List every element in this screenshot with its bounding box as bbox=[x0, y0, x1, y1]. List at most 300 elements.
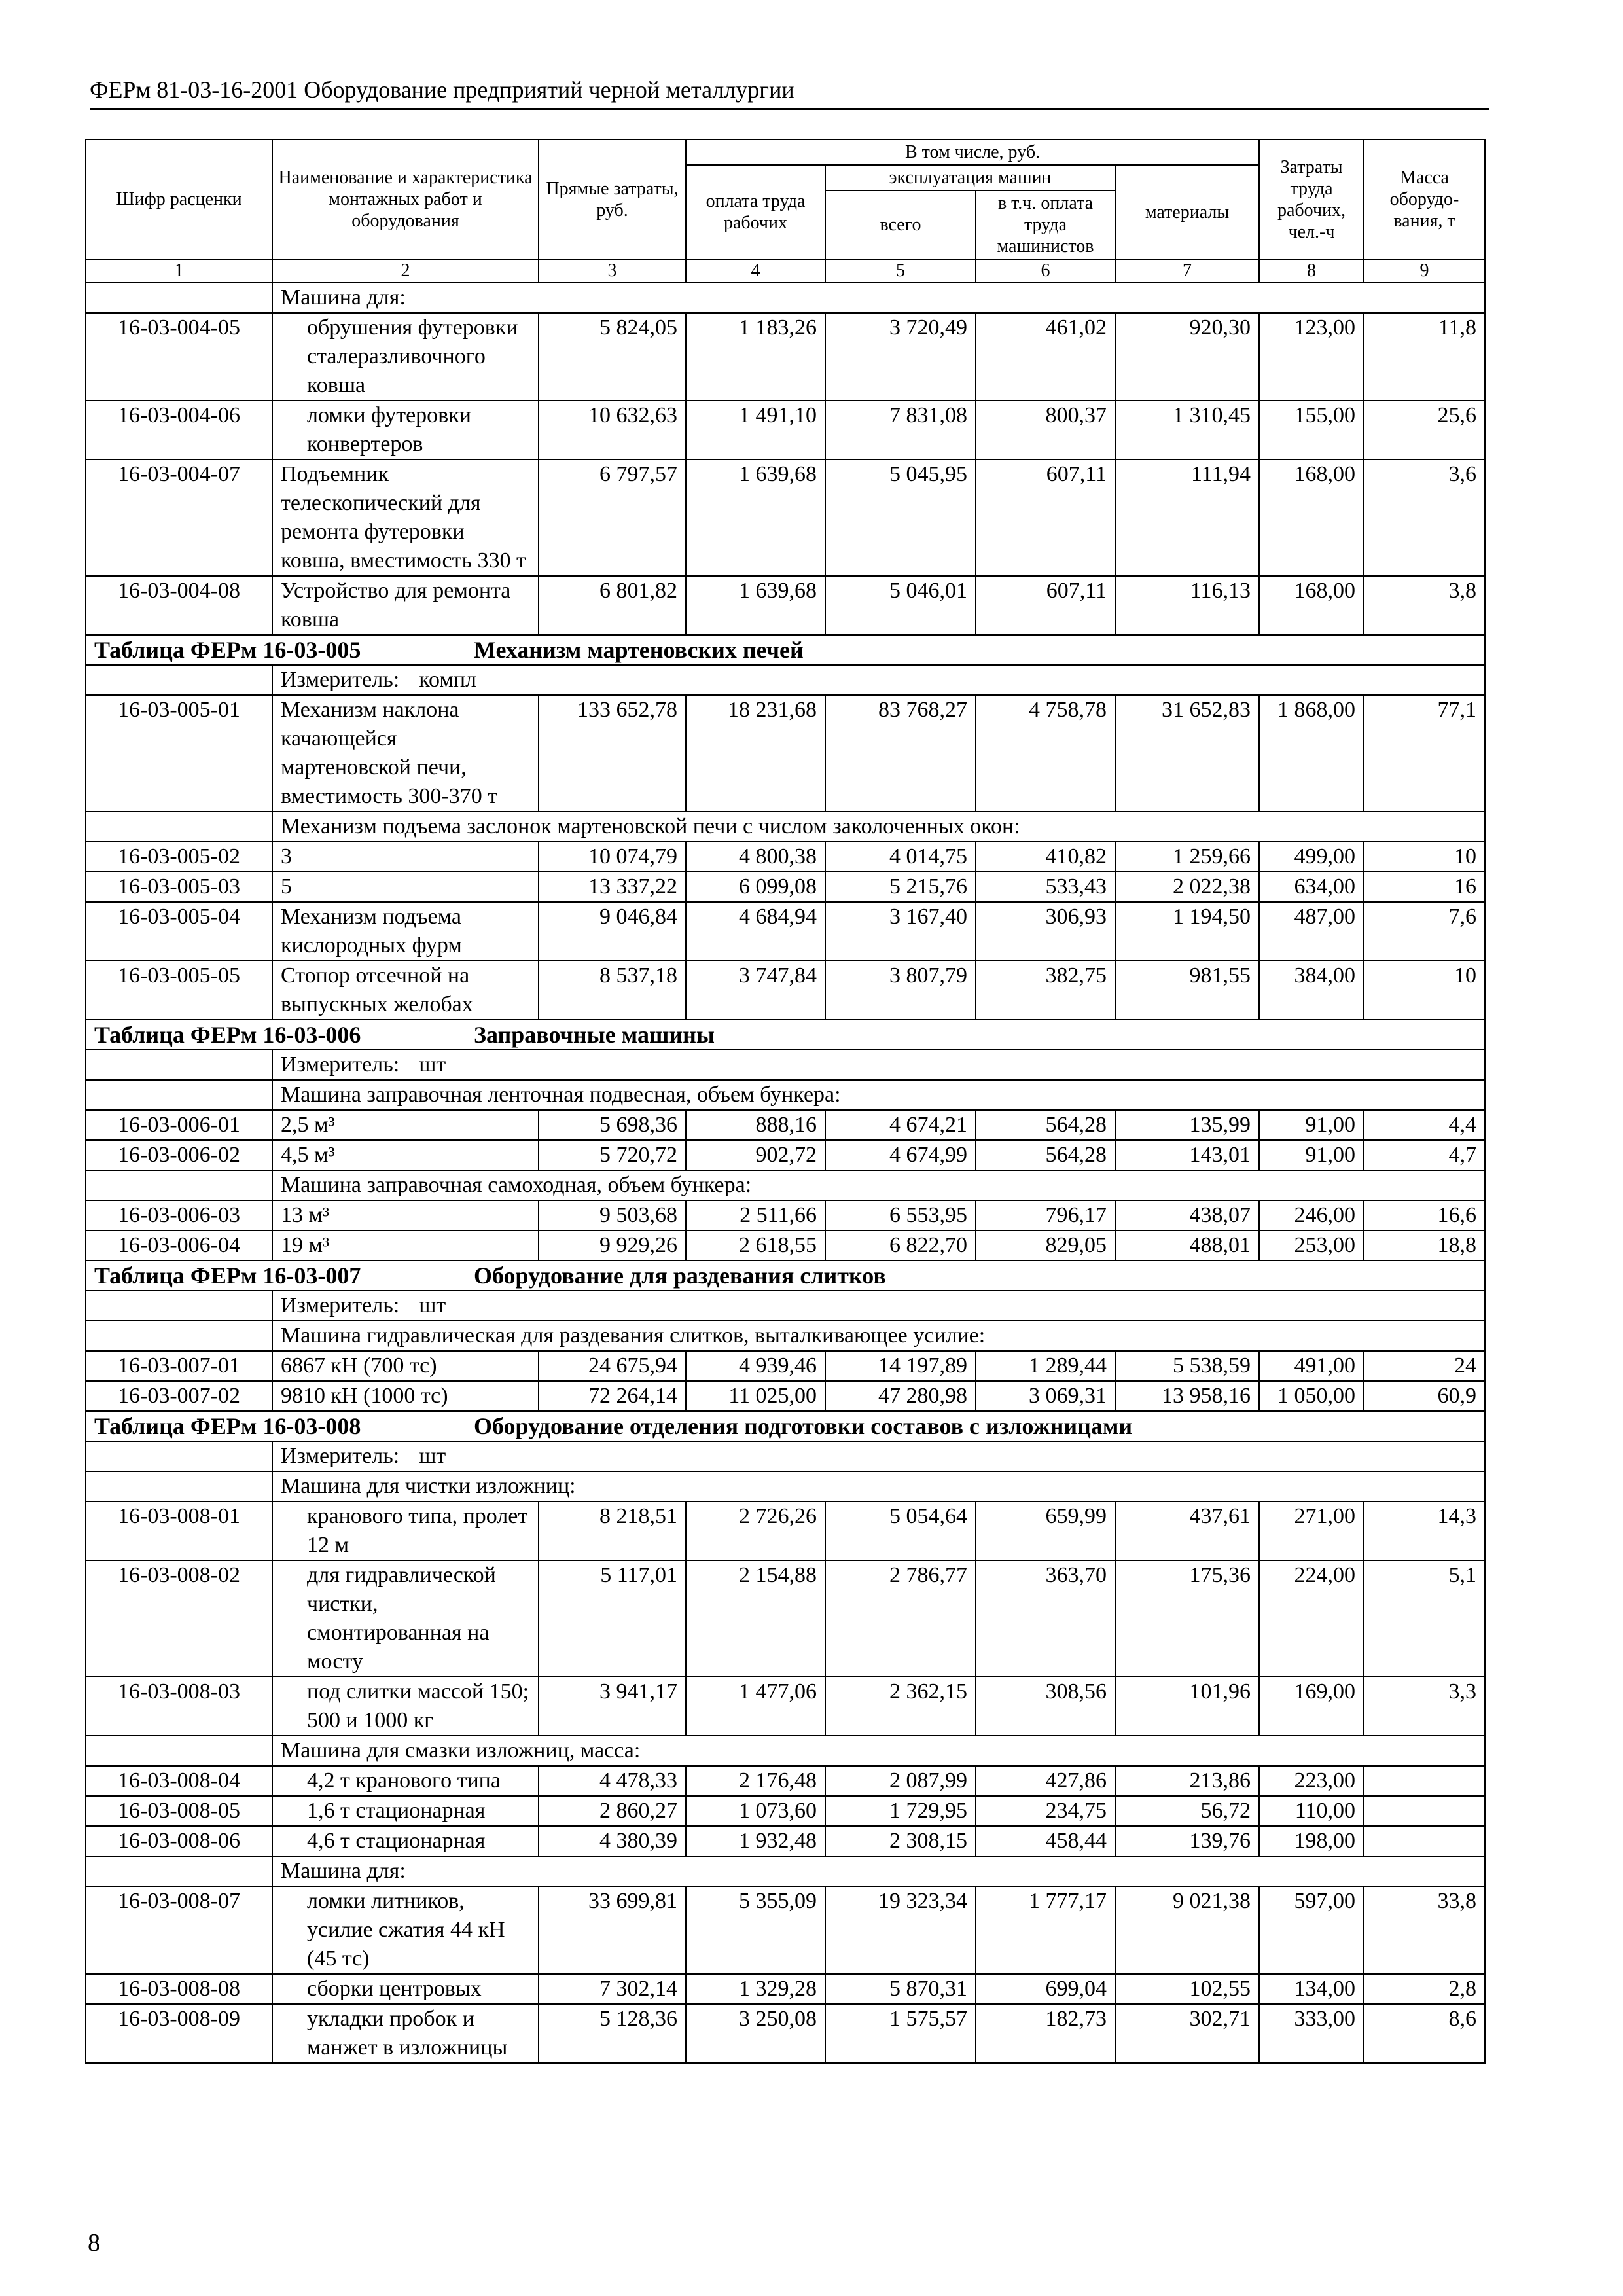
labor-pay: 1 639,68 bbox=[686, 576, 825, 635]
group-title: Машина для: bbox=[272, 1856, 1485, 1886]
equipment-mass: 4,7 bbox=[1364, 1140, 1485, 1170]
work-name: 9810 кН (1000 тс) bbox=[272, 1381, 539, 1411]
group-row bbox=[86, 812, 1485, 842]
machine-driver-pay: 382,75 bbox=[976, 961, 1115, 1020]
machine-total: 4 014,75 bbox=[825, 842, 976, 872]
machine-total: 1 575,57 bbox=[825, 2004, 976, 2063]
labor-hours: 1 050,00 bbox=[1259, 1381, 1364, 1411]
machine-total: 1 729,95 bbox=[825, 1796, 976, 1826]
direct-cost: 10 074,79 bbox=[539, 842, 686, 872]
empty-cell bbox=[86, 1321, 272, 1351]
labor-hours: 168,00 bbox=[1259, 459, 1364, 576]
machine-driver-pay: 564,28 bbox=[976, 1140, 1115, 1170]
section-code: Таблица ФЕРм 16-03-005 bbox=[94, 637, 361, 663]
labor-pay: 2 726,26 bbox=[686, 1501, 825, 1560]
materials-cost: 981,55 bbox=[1115, 961, 1259, 1020]
table-row bbox=[86, 1560, 1485, 1677]
equipment-mass: 14,3 bbox=[1364, 1501, 1485, 1560]
equipment-mass: 5,1 bbox=[1364, 1560, 1485, 1677]
unit-label: Измеритель: bbox=[281, 1293, 400, 1318]
labor-hours: 246,00 bbox=[1259, 1200, 1364, 1230]
rate-code: 16-03-004-08 bbox=[86, 576, 272, 635]
empty-cell bbox=[86, 665, 272, 695]
work-name: 4,2 т кранового типа bbox=[272, 1766, 539, 1796]
work-name: 5 bbox=[272, 872, 539, 902]
empty-cell bbox=[86, 1291, 272, 1321]
machine-total: 2 308,15 bbox=[825, 1826, 976, 1856]
rate-code: 16-03-008-01 bbox=[86, 1501, 272, 1560]
machine-driver-pay: 607,11 bbox=[976, 459, 1115, 576]
machine-total: 2 087,99 bbox=[825, 1766, 976, 1796]
unit-label: Измеритель: bbox=[281, 668, 400, 692]
unit-label: Измеритель: bbox=[281, 1444, 400, 1468]
labor-hours: 224,00 bbox=[1259, 1560, 1364, 1677]
direct-cost: 6 801,82 bbox=[539, 576, 686, 635]
table-row bbox=[86, 401, 1485, 459]
col-number: 8 bbox=[1259, 259, 1364, 283]
labor-hours: 597,00 bbox=[1259, 1886, 1364, 1974]
work-name: ломки футеровки конвертеров bbox=[272, 401, 539, 459]
direct-cost: 5 824,05 bbox=[539, 313, 686, 401]
work-name: укладки пробок и манжет в изложницы bbox=[272, 2004, 539, 2063]
machine-total: 83 768,27 bbox=[825, 695, 976, 812]
materials-cost: 1 194,50 bbox=[1115, 902, 1259, 961]
rate-code: 16-03-008-09 bbox=[86, 2004, 272, 2063]
materials-cost: 13 958,16 bbox=[1115, 1381, 1259, 1411]
equipment-mass: 60,9 bbox=[1364, 1381, 1485, 1411]
machine-total: 47 280,98 bbox=[825, 1381, 976, 1411]
labor-pay: 5 355,09 bbox=[686, 1886, 825, 1974]
group-title: Машина гидравлическая для раздевания слитков, выталкивающее усилие: bbox=[272, 1321, 1485, 1351]
equipment-mass: 16,6 bbox=[1364, 1200, 1485, 1230]
equipment-mass bbox=[1364, 1766, 1485, 1796]
labor-hours: 169,00 bbox=[1259, 1677, 1364, 1736]
materials-cost: 56,72 bbox=[1115, 1796, 1259, 1826]
labor-pay: 1 639,68 bbox=[686, 459, 825, 576]
machine-total: 5 045,95 bbox=[825, 459, 976, 576]
work-name: Механизм подъема кислородных фурм bbox=[272, 902, 539, 961]
labor-pay: 902,72 bbox=[686, 1140, 825, 1170]
materials-cost: 5 538,59 bbox=[1115, 1351, 1259, 1381]
machine-driver-pay: 3 069,31 bbox=[976, 1381, 1115, 1411]
machine-driver-pay: 1 289,44 bbox=[976, 1351, 1115, 1381]
machine-total: 5 870,31 bbox=[825, 1974, 976, 2004]
section-cell bbox=[86, 1020, 1485, 1050]
machine-driver-pay: 564,28 bbox=[976, 1110, 1115, 1140]
col-number: 3 bbox=[539, 259, 686, 283]
section-row bbox=[86, 1261, 1485, 1291]
machine-driver-pay: 410,82 bbox=[976, 842, 1115, 872]
labor-hours: 253,00 bbox=[1259, 1230, 1364, 1261]
section-code: Таблица ФЕРм 16-03-007 bbox=[94, 1263, 361, 1289]
labor-hours: 271,00 bbox=[1259, 1501, 1364, 1560]
table-row bbox=[86, 1110, 1485, 1140]
rate-code: 16-03-008-08 bbox=[86, 1974, 272, 2004]
rate-code: 16-03-006-02 bbox=[86, 1140, 272, 1170]
labor-pay: 18 231,68 bbox=[686, 695, 825, 812]
materials-cost: 111,94 bbox=[1115, 459, 1259, 576]
materials-cost: 920,30 bbox=[1115, 313, 1259, 401]
table-row bbox=[86, 576, 1485, 635]
work-name: Стопор отсечной на выпускных желобах bbox=[272, 961, 539, 1020]
table-body bbox=[86, 283, 1485, 2063]
group-title: Машина для смазки изложниц, масса: bbox=[272, 1736, 1485, 1766]
work-name: Устройство для ремонта ковша bbox=[272, 576, 539, 635]
unit-row bbox=[86, 1050, 1485, 1080]
materials-cost: 437,61 bbox=[1115, 1501, 1259, 1560]
labor-hours: 168,00 bbox=[1259, 576, 1364, 635]
rate-code: 16-03-007-01 bbox=[86, 1351, 272, 1381]
machine-total: 4 674,99 bbox=[825, 1140, 976, 1170]
table-row bbox=[86, 1796, 1485, 1826]
machine-driver-pay: 182,73 bbox=[976, 2004, 1115, 2063]
rate-code: 16-03-008-04 bbox=[86, 1766, 272, 1796]
materials-cost: 116,13 bbox=[1115, 576, 1259, 635]
rate-code: 16-03-005-01 bbox=[86, 695, 272, 812]
materials-cost: 135,99 bbox=[1115, 1110, 1259, 1140]
table-row bbox=[86, 1501, 1485, 1560]
direct-cost: 9 929,26 bbox=[539, 1230, 686, 1261]
empty-cell bbox=[86, 1170, 272, 1200]
group-title: Машина для чистки изложниц: bbox=[272, 1471, 1485, 1501]
direct-cost: 5 698,36 bbox=[539, 1110, 686, 1140]
table-row bbox=[86, 1140, 1485, 1170]
empty-cell bbox=[86, 812, 272, 842]
section-row bbox=[86, 1411, 1485, 1441]
labor-hours: 91,00 bbox=[1259, 1110, 1364, 1140]
section-row bbox=[86, 1020, 1485, 1050]
table-row bbox=[86, 1766, 1485, 1796]
labor-hours: 384,00 bbox=[1259, 961, 1364, 1020]
machine-driver-pay: 1 777,17 bbox=[976, 1886, 1115, 1974]
machine-driver-pay: 800,37 bbox=[976, 401, 1115, 459]
machine-driver-pay: 308,56 bbox=[976, 1677, 1115, 1736]
direct-cost: 72 264,14 bbox=[539, 1381, 686, 1411]
direct-cost: 8 537,18 bbox=[539, 961, 686, 1020]
table-row bbox=[86, 695, 1485, 812]
direct-cost: 7 302,14 bbox=[539, 1974, 686, 2004]
labor-pay: 1 932,48 bbox=[686, 1826, 825, 1856]
labor-pay: 2 618,55 bbox=[686, 1230, 825, 1261]
labor-pay: 2 511,66 bbox=[686, 1200, 825, 1230]
machine-total: 2 362,15 bbox=[825, 1677, 976, 1736]
rate-code: 16-03-008-05 bbox=[86, 1796, 272, 1826]
unit-cell bbox=[272, 1050, 1485, 1080]
machine-driver-pay: 829,05 bbox=[976, 1230, 1115, 1261]
machine-driver-pay: 607,11 bbox=[976, 576, 1115, 635]
machine-total: 5 215,76 bbox=[825, 872, 976, 902]
work-name: сборки центровых bbox=[272, 1974, 539, 2004]
labor-pay: 4 939,46 bbox=[686, 1351, 825, 1381]
equipment-mass: 24 bbox=[1364, 1351, 1485, 1381]
group-row bbox=[86, 1471, 1485, 1501]
labor-hours: 134,00 bbox=[1259, 1974, 1364, 2004]
machine-total: 14 197,89 bbox=[825, 1351, 976, 1381]
direct-cost: 9 503,68 bbox=[539, 1200, 686, 1230]
unit-cell bbox=[272, 1291, 1485, 1321]
equipment-mass: 8,6 bbox=[1364, 2004, 1485, 2063]
work-name: 2,5 м³ bbox=[272, 1110, 539, 1140]
machine-total: 3 720,49 bbox=[825, 313, 976, 401]
materials-cost: 213,86 bbox=[1115, 1766, 1259, 1796]
machine-total: 2 786,77 bbox=[825, 1560, 976, 1677]
col-number: 4 bbox=[686, 259, 825, 283]
equipment-mass: 33,8 bbox=[1364, 1886, 1485, 1974]
section-code: Таблица ФЕРм 16-03-008 bbox=[94, 1413, 361, 1439]
labor-hours: 491,00 bbox=[1259, 1351, 1364, 1381]
equipment-mass: 10 bbox=[1364, 842, 1485, 872]
labor-pay: 4 684,94 bbox=[686, 902, 825, 961]
labor-hours: 1 868,00 bbox=[1259, 695, 1364, 812]
unit-label: Измеритель: bbox=[281, 1052, 400, 1077]
machine-total: 19 323,34 bbox=[825, 1886, 976, 1974]
labor-pay: 888,16 bbox=[686, 1110, 825, 1140]
labor-pay: 3 747,84 bbox=[686, 961, 825, 1020]
materials-cost: 102,55 bbox=[1115, 1974, 1259, 2004]
unit-cell bbox=[272, 1441, 1485, 1471]
machine-driver-pay: 796,17 bbox=[976, 1200, 1115, 1230]
materials-cost: 101,96 bbox=[1115, 1677, 1259, 1736]
labor-hours: 223,00 bbox=[1259, 1766, 1364, 1796]
equipment-mass: 4,4 bbox=[1364, 1110, 1485, 1140]
group-row bbox=[86, 283, 1485, 313]
table-row bbox=[86, 1886, 1485, 1974]
labor-hours: 634,00 bbox=[1259, 872, 1364, 902]
equipment-mass: 11,8 bbox=[1364, 313, 1485, 401]
page-header: ФЕРм 81-03-16-2001 Оборудование предприятий черной металлургии bbox=[90, 77, 794, 103]
machine-driver-pay: 306,93 bbox=[976, 902, 1115, 961]
table-row bbox=[86, 1826, 1485, 1856]
section-code: Таблица ФЕРм 16-03-006 bbox=[94, 1022, 361, 1048]
work-name: 13 м³ bbox=[272, 1200, 539, 1230]
direct-cost: 4 380,39 bbox=[539, 1826, 686, 1856]
labor-hours: 91,00 bbox=[1259, 1140, 1364, 1170]
labor-pay: 6 099,08 bbox=[686, 872, 825, 902]
materials-cost: 438,07 bbox=[1115, 1200, 1259, 1230]
col-labor-header: оплата труда рабочих bbox=[686, 165, 825, 259]
direct-cost: 4 478,33 bbox=[539, 1766, 686, 1796]
table-row bbox=[86, 1677, 1485, 1736]
labor-hours: 110,00 bbox=[1259, 1796, 1364, 1826]
machine-driver-pay: 461,02 bbox=[976, 313, 1115, 401]
direct-cost: 10 632,63 bbox=[539, 401, 686, 459]
equipment-mass: 3,6 bbox=[1364, 459, 1485, 576]
column-numbers-row bbox=[86, 259, 1485, 283]
rate-code: 16-03-005-02 bbox=[86, 842, 272, 872]
work-name: 4,6 т стационарная bbox=[272, 1826, 539, 1856]
machine-total: 6 553,95 bbox=[825, 1200, 976, 1230]
machine-driver-pay: 4 758,78 bbox=[976, 695, 1115, 812]
col-total-header: всего bbox=[825, 190, 976, 259]
work-name: 4,5 м³ bbox=[272, 1140, 539, 1170]
direct-cost: 3 941,17 bbox=[539, 1677, 686, 1736]
col-code-header: Шифр расценки bbox=[86, 139, 272, 259]
empty-cell bbox=[86, 1050, 272, 1080]
rate-code: 16-03-008-06 bbox=[86, 1826, 272, 1856]
col-number: 6 bbox=[976, 259, 1115, 283]
table-row bbox=[86, 313, 1485, 401]
table-row bbox=[86, 872, 1485, 902]
col-incl-header: В том числе, руб. bbox=[686, 139, 1259, 165]
unit-row bbox=[86, 1291, 1485, 1321]
machine-driver-pay: 533,43 bbox=[976, 872, 1115, 902]
machine-total: 6 822,70 bbox=[825, 1230, 976, 1261]
direct-cost: 8 218,51 bbox=[539, 1501, 686, 1560]
rate-code: 16-03-005-04 bbox=[86, 902, 272, 961]
direct-cost: 2 860,27 bbox=[539, 1796, 686, 1826]
col-mass-header: Масса оборудо-вания, т bbox=[1364, 139, 1485, 259]
table-row bbox=[86, 1351, 1485, 1381]
labor-pay: 4 800,38 bbox=[686, 842, 825, 872]
labor-pay: 3 250,08 bbox=[686, 2004, 825, 2063]
section-cell bbox=[86, 635, 1485, 665]
group-title: Механизм подъема заслонок мартеновской печи с числом заколоченных окон: bbox=[272, 812, 1485, 842]
direct-cost: 9 046,84 bbox=[539, 902, 686, 961]
col-number: 7 bbox=[1115, 259, 1259, 283]
labor-hours: 155,00 bbox=[1259, 401, 1364, 459]
unit-value: шт bbox=[419, 1444, 446, 1468]
labor-pay: 1 329,28 bbox=[686, 1974, 825, 2004]
empty-cell bbox=[86, 1736, 272, 1766]
machine-driver-pay: 458,44 bbox=[976, 1826, 1115, 1856]
labor-hours: 487,00 bbox=[1259, 902, 1364, 961]
empty-cell bbox=[86, 1080, 272, 1110]
section-cell bbox=[86, 1411, 1485, 1441]
section-row bbox=[86, 635, 1485, 665]
rates-table bbox=[85, 139, 1486, 2064]
section-title: Оборудование для раздевания слитков bbox=[474, 1263, 886, 1289]
materials-cost: 488,01 bbox=[1115, 1230, 1259, 1261]
labor-pay: 1 491,10 bbox=[686, 401, 825, 459]
header-rule bbox=[90, 108, 1489, 110]
materials-cost: 1 259,66 bbox=[1115, 842, 1259, 872]
group-row bbox=[86, 1736, 1485, 1766]
materials-cost: 143,01 bbox=[1115, 1140, 1259, 1170]
labor-hours: 333,00 bbox=[1259, 2004, 1364, 2063]
table-row bbox=[86, 1200, 1485, 1230]
group-title: Машина заправочная самоходная, объем бункера: bbox=[272, 1170, 1485, 1200]
group-row bbox=[86, 1856, 1485, 1886]
equipment-mass: 3,3 bbox=[1364, 1677, 1485, 1736]
work-name: ломки литников, усилие сжатия 44 кН (45 тс) bbox=[272, 1886, 539, 1974]
machine-total: 4 674,21 bbox=[825, 1110, 976, 1140]
unit-value: компл bbox=[419, 668, 477, 692]
labor-pay: 2 176,48 bbox=[686, 1766, 825, 1796]
work-name: Подъемник телескопический для ремонта футеровки ковша, вместимость 330 т bbox=[272, 459, 539, 576]
equipment-mass: 25,6 bbox=[1364, 401, 1485, 459]
section-title: Заправочные машины bbox=[474, 1022, 715, 1048]
direct-cost: 24 675,94 bbox=[539, 1351, 686, 1381]
col-number: 5 bbox=[825, 259, 976, 283]
rate-code: 16-03-006-01 bbox=[86, 1110, 272, 1140]
col-name-header: Наименование и характеристика монтажных работ и оборудования bbox=[272, 139, 539, 259]
machine-driver-pay: 363,70 bbox=[976, 1560, 1115, 1677]
direct-cost: 6 797,57 bbox=[539, 459, 686, 576]
rate-code: 16-03-008-03 bbox=[86, 1677, 272, 1736]
materials-cost: 1 310,45 bbox=[1115, 401, 1259, 459]
equipment-mass: 10 bbox=[1364, 961, 1485, 1020]
machine-total: 5 046,01 bbox=[825, 576, 976, 635]
machine-total: 3 807,79 bbox=[825, 961, 976, 1020]
table-row bbox=[86, 842, 1485, 872]
empty-cell bbox=[86, 1471, 272, 1501]
machine-total: 5 054,64 bbox=[825, 1501, 976, 1560]
table-row bbox=[86, 459, 1485, 576]
machine-total: 3 167,40 bbox=[825, 902, 976, 961]
machine-driver-pay: 427,86 bbox=[976, 1766, 1115, 1796]
rate-code: 16-03-007-02 bbox=[86, 1381, 272, 1411]
equipment-mass: 3,8 bbox=[1364, 576, 1485, 635]
labor-hours: 499,00 bbox=[1259, 842, 1364, 872]
direct-cost: 5 720,72 bbox=[539, 1140, 686, 1170]
work-name: кранового типа, пролет 12 м bbox=[272, 1501, 539, 1560]
table-row bbox=[86, 1230, 1485, 1261]
table-row bbox=[86, 2004, 1485, 2063]
section-cell bbox=[86, 1261, 1485, 1291]
direct-cost: 133 652,78 bbox=[539, 695, 686, 812]
table-row bbox=[86, 1381, 1485, 1411]
group-row bbox=[86, 1321, 1485, 1351]
work-name: обрушения футеровки сталеразливочного ковша bbox=[272, 313, 539, 401]
work-name: 19 м³ bbox=[272, 1230, 539, 1261]
section-title: Механизм мартеновских печей bbox=[474, 637, 804, 663]
rate-code: 16-03-004-06 bbox=[86, 401, 272, 459]
col-direct-header: Прямые затраты, руб. bbox=[539, 139, 686, 259]
equipment-mass: 18,8 bbox=[1364, 1230, 1485, 1261]
table-head bbox=[86, 139, 1485, 283]
unit-value: шт bbox=[419, 1052, 446, 1077]
unit-cell bbox=[272, 665, 1485, 695]
col-materials-header: материалы bbox=[1115, 165, 1259, 259]
table-row bbox=[86, 961, 1485, 1020]
materials-cost: 175,36 bbox=[1115, 1560, 1259, 1677]
col-driver-header: в т.ч. оплата труда машинистов bbox=[976, 190, 1115, 259]
rate-code: 16-03-006-03 bbox=[86, 1200, 272, 1230]
work-name: под слитки массой 150; 500 и 1000 кг bbox=[272, 1677, 539, 1736]
direct-cost: 13 337,22 bbox=[539, 872, 686, 902]
group-row bbox=[86, 1080, 1485, 1110]
work-name: Механизм наклона качающейся мартеновской печи, вместимость 300-370 т bbox=[272, 695, 539, 812]
materials-cost: 31 652,83 bbox=[1115, 695, 1259, 812]
col-number: 9 bbox=[1364, 259, 1485, 283]
materials-cost: 2 022,38 bbox=[1115, 872, 1259, 902]
work-name: 1,6 т стационарная bbox=[272, 1796, 539, 1826]
machine-total: 7 831,08 bbox=[825, 401, 976, 459]
labor-pay: 1 477,06 bbox=[686, 1677, 825, 1736]
rate-code: 16-03-004-05 bbox=[86, 313, 272, 401]
col-machine-header: эксплуатация машин bbox=[825, 165, 1115, 190]
labor-pay: 2 154,88 bbox=[686, 1560, 825, 1677]
work-name: 6867 кН (700 тс) bbox=[272, 1351, 539, 1381]
machine-driver-pay: 699,04 bbox=[976, 1974, 1115, 2004]
machine-driver-pay: 659,99 bbox=[976, 1501, 1115, 1560]
unit-value: шт bbox=[419, 1293, 446, 1318]
labor-hours: 198,00 bbox=[1259, 1826, 1364, 1856]
equipment-mass: 7,6 bbox=[1364, 902, 1485, 961]
rate-code: 16-03-006-04 bbox=[86, 1230, 272, 1261]
table-row bbox=[86, 902, 1485, 961]
empty-cell bbox=[86, 283, 272, 313]
equipment-mass: 77,1 bbox=[1364, 695, 1485, 812]
labor-pay: 11 025,00 bbox=[686, 1381, 825, 1411]
materials-cost: 9 021,38 bbox=[1115, 1886, 1259, 1974]
equipment-mass bbox=[1364, 1796, 1485, 1826]
group-row bbox=[86, 1170, 1485, 1200]
labor-pay: 1 073,60 bbox=[686, 1796, 825, 1826]
col-labor-cost-header: Затраты труда рабочих, чел.-ч bbox=[1259, 139, 1364, 259]
page-number: 8 bbox=[88, 2229, 100, 2257]
rate-code: 16-03-005-05 bbox=[86, 961, 272, 1020]
